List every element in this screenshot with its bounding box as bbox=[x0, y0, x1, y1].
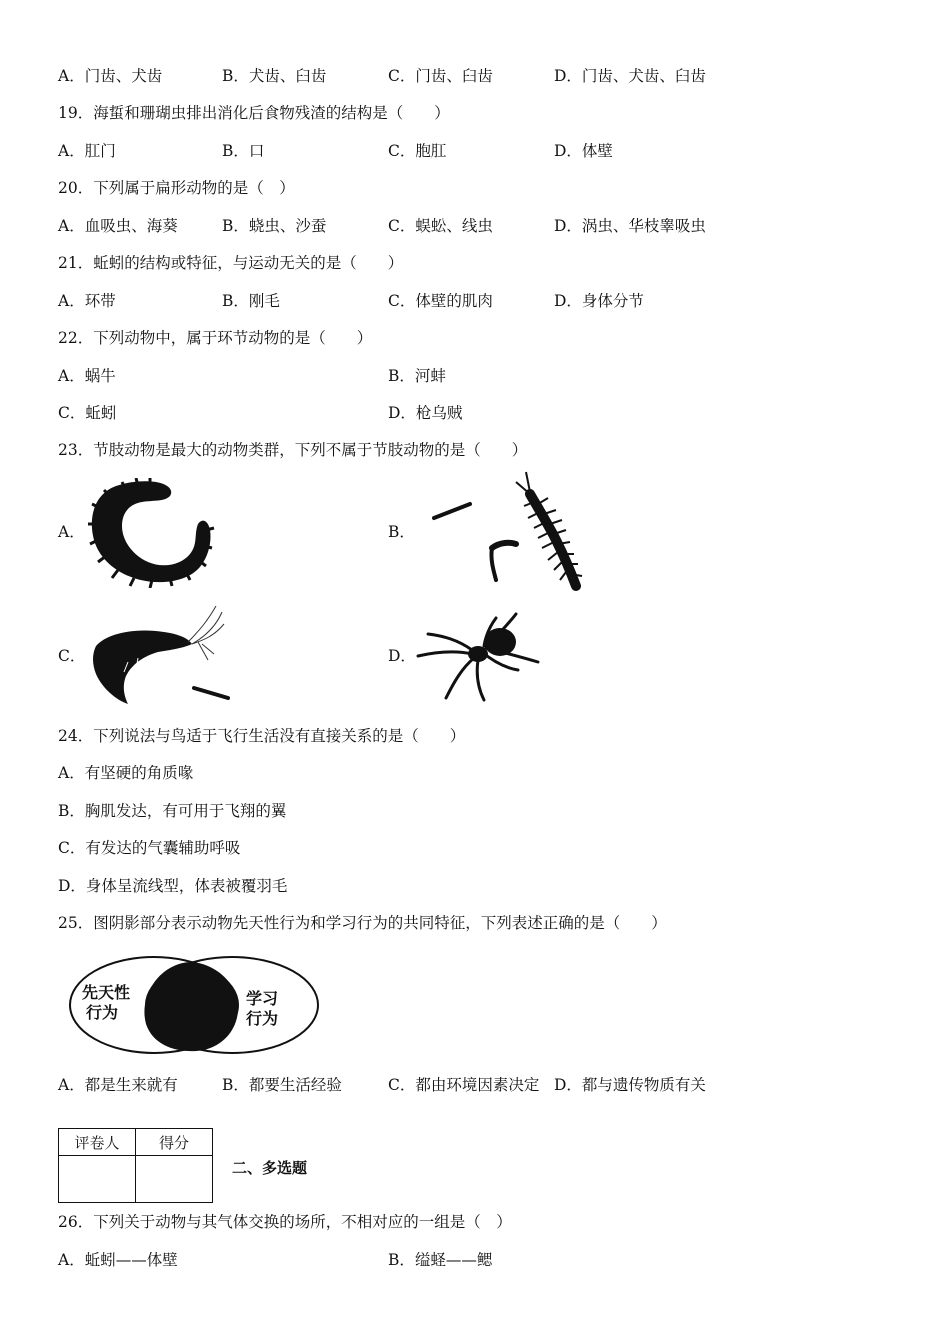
q21-option-b: B．刚毛 bbox=[222, 292, 280, 310]
section-title: 二、多选题 bbox=[232, 1159, 308, 1177]
q25-option-a: A．都是生来就有 bbox=[58, 1076, 178, 1094]
q19-option-c: C．胞肛 bbox=[388, 142, 447, 160]
centipede-image bbox=[430, 468, 590, 593]
spider-image bbox=[414, 612, 544, 704]
q22-stem: 22．下列动物中，属于环节动物的是（ ） bbox=[58, 329, 373, 347]
q19-option-a: A．肛门 bbox=[58, 142, 116, 160]
shrimp-image bbox=[88, 602, 238, 710]
q24-option-c: C．有发达的气囊辅助呼吸 bbox=[58, 839, 241, 857]
q19-stem: 19．海蜇和珊瑚虫排出消化后食物残渣的结构是（ ） bbox=[58, 104, 450, 122]
venn-left-label-line2: 行为 bbox=[86, 1003, 119, 1022]
q20-option-b: B．蛲虫、沙蚕 bbox=[222, 217, 327, 235]
score-header-score: 得分 bbox=[136, 1129, 213, 1156]
q18-option-b: B．犬齿、臼齿 bbox=[222, 67, 327, 85]
q22-option-c: C．蚯蚓 bbox=[58, 404, 117, 422]
q20-stem: 20．下列属于扁形动物的是（ ） bbox=[58, 179, 295, 197]
q18-option-c: C．门齿、臼齿 bbox=[388, 67, 493, 85]
q18-option-a: A．门齿、犬齿 bbox=[58, 67, 163, 85]
q21-option-c: C．体壁的肌肉 bbox=[388, 292, 493, 310]
q21-stem: 21．蚯蚓的结构或特征，与运动无关的是（ ） bbox=[58, 254, 404, 272]
q23-option-c: C． bbox=[58, 647, 86, 665]
q25-option-d: D．都与遗传物质有关 bbox=[554, 1076, 706, 1094]
q19-option-d: D．体壁 bbox=[554, 142, 613, 160]
ragworm-image bbox=[86, 478, 226, 588]
q20-option-c: C．蜈蚣、线虫 bbox=[388, 217, 493, 235]
q20-option-d: D．涡虫、华枝睾吸虫 bbox=[554, 217, 706, 235]
q24-stem: 24．下列说法与鸟适于飞行生活没有直接关系的是（ ） bbox=[58, 727, 466, 745]
q22-option-d: D．枪乌贼 bbox=[388, 404, 463, 422]
q18-option-d: D．门齿、犬齿、臼齿 bbox=[554, 67, 706, 85]
q21-option-a: A．环带 bbox=[58, 292, 116, 310]
q21-option-d: D．身体分节 bbox=[554, 292, 644, 310]
q25-option-c: C．都由环境因素决定 bbox=[388, 1076, 540, 1094]
score-cell-score bbox=[136, 1156, 213, 1203]
q24-option-a: A．有坚硬的角质喙 bbox=[58, 764, 194, 782]
q23-option-d: D． bbox=[388, 647, 416, 665]
score-table bbox=[58, 1128, 213, 1203]
q23-option-b: B． bbox=[388, 523, 415, 541]
q22-option-a: A．蜗牛 bbox=[58, 367, 116, 385]
q23-option-a: A． bbox=[58, 523, 85, 541]
q20-option-a: A．血吸虫、海葵 bbox=[58, 217, 178, 235]
q25-option-b: B．都要生活经验 bbox=[222, 1076, 342, 1094]
venn-right-label-line2: 行为 bbox=[246, 1009, 279, 1028]
q23-stem: 23．节肢动物是最大的动物类群，下列不属于节肢动物的是（ ） bbox=[58, 441, 528, 459]
ragworm-label: 沙蚕 bbox=[126, 529, 151, 543]
q26-option-a: A．蚯蚓——体壁 bbox=[58, 1251, 178, 1269]
venn-left-label-line1: 先天性 bbox=[82, 983, 131, 1002]
score-cell-grader bbox=[59, 1156, 136, 1203]
q22-option-b: B．河蚌 bbox=[388, 367, 446, 385]
q25-stem: 25．图阴影部分表示动物先天性行为和学习行为的共同特征，下列表述正确的是（ ） bbox=[58, 914, 667, 932]
q26-stem: 26．下列关于动物与其气体交换的场所，不相对应的一组是（ ） bbox=[58, 1213, 512, 1231]
q24-option-d: D．身体呈流线型，体表被覆羽毛 bbox=[58, 877, 288, 895]
venn-right-label-line1: 学习 bbox=[246, 989, 279, 1008]
venn-diagram bbox=[64, 954, 322, 1056]
q26-option-b: B．缢蛏——鳃 bbox=[388, 1251, 493, 1269]
q24-option-b: B．胸肌发达，有可用于飞翔的翼 bbox=[58, 802, 287, 820]
q19-option-b: B．口 bbox=[222, 142, 265, 160]
score-header-grader: 评卷人 bbox=[59, 1129, 136, 1156]
